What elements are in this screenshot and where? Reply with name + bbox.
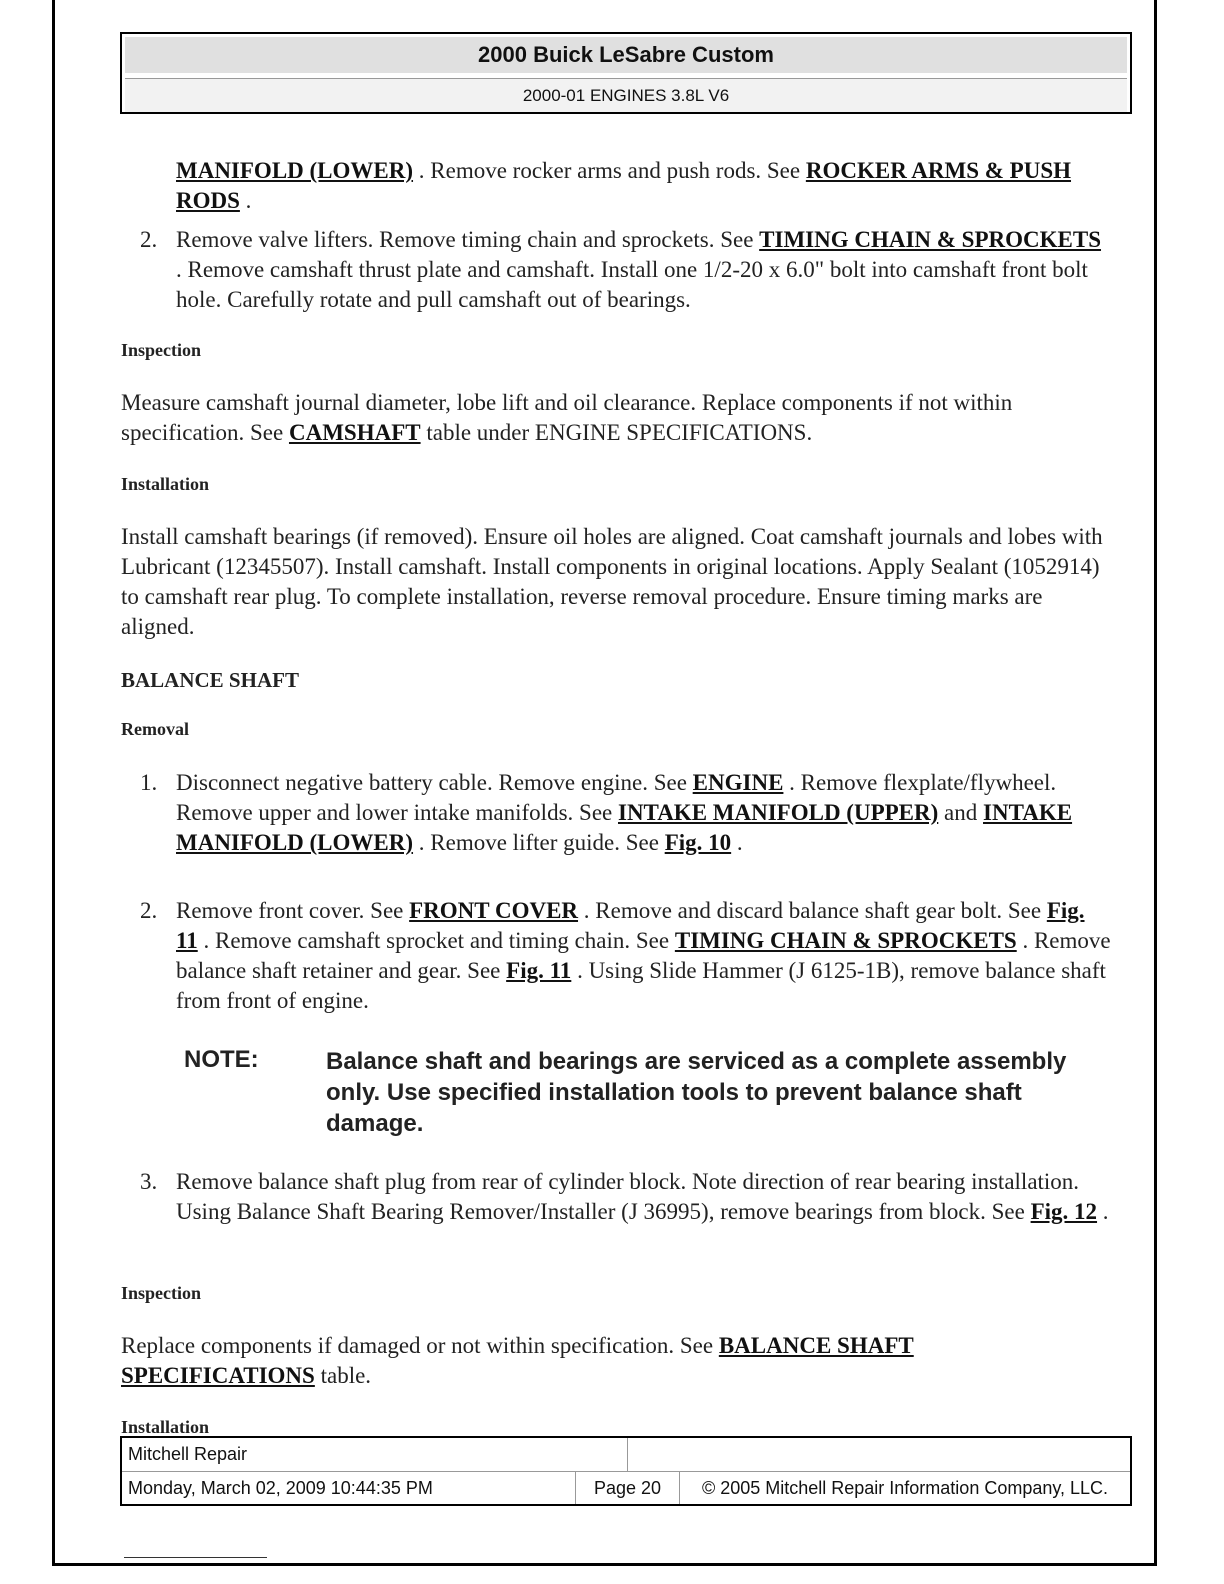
footer-date: Monday, March 02, 2009 10:44:35 PM [122,1472,576,1504]
link-camshaft[interactable]: CAMSHAFT [288,420,421,445]
document-title: 2000 Buick LeSabre Custom [125,37,1127,73]
link-front-cover[interactable]: FRONT COVER [409,898,579,923]
document-header [120,32,1132,114]
list-item: Disconnect negative battery cable. Remove engine. See ENGINE . Remove flexplate/flywheel. Remove upper and lower intake manifolds. See INTAKE MANIFOLD (UPPER) and INTAKE MANIFOLD (LOWER) . Remove lifter guide. See Fig. 10 . [176,770,1073,855]
link-fig-11[interactable]: Fig. 11 [506,958,572,983]
footer-publisher: Mitchell Repair [122,1438,628,1472]
subheading-inspection: Inspection [121,340,202,360]
subheading-installation: Installation [121,1417,210,1437]
list-item: Remove valve lifters. Remove timing chain and sprockets. See TIMING CHAIN & SPROCKETS . Remove camshaft thrust plate and camshaft. Install one 1/2-20 x 6.0" bolt into camshaft front bolt hole. Carefully rotate and pull camshaft out of bearings. [176,227,1102,312]
subheading-installation: Installation [121,474,210,494]
link-rocker-arms[interactable]: ROCKER ARMS & PUSH RODS [176,158,1072,213]
link-engine[interactable]: ENGINE [692,770,784,795]
footer-copyright: © 2005 Mitchell Repair Information Company, LLC. [701,1477,1109,1498]
list-number: 2. [140,227,158,252]
link-fig-11[interactable]: Fig. 11 [176,898,1085,953]
list-number: 2. [140,898,158,923]
list-item: Remove front cover. See FRONT COVER . Remove and discard balance shaft gear bolt. See Fig. 11 . Remove camshaft sprocket and timing chain. See TIMING CHAIN & SPROCKETS . Remove balance shaft retainer and gear. See Fig. 11 . Using Slide Hammer (J 6125-1B), remove balance shaft from front of engine. [176,898,1111,1013]
paragraph-inspection: Replace components if damaged or not within specification. See BALANCE SHAFT SPECIFICATIONS table. [121,1333,914,1388]
paragraph-inspection: Measure camshaft journal diameter, lobe lift and oil clearance. Replace components if not within specification. See CAMSHAFT table under ENGINE SPECIFICATIONS. [121,390,1013,445]
paragraph-installation: Install camshaft bearings (if removed). Ensure oil holes are aligned. Coat camshaft journals and lobes with Lubricant (12345507). Install camshaft. Install components in original locations. Apply Sealant (1052914) to camshaft rear plug. To complete installation, reverse removal procedure. Ensure timing marks are aligned. [121,524,1103,639]
bottom-rule [124,1557,267,1558]
link-intake-manifold-lower[interactable]: MANIFOLD (LOWER) [176,158,414,183]
link-timing-chain[interactable]: TIMING CHAIN & SPROCKETS [674,928,1017,953]
note-text: Balance shaft and bearings are serviced as a complete assembly only. Use specified installation tools to prevent balance shaft damage. [326,1048,1067,1137]
document-footer [120,1436,1132,1506]
list-number: 3. [140,1169,158,1194]
list-item: Remove balance shaft plug from rear of cylinder block. Note direction of rear bearing installation. Using Balance Shaft Bearing Remover/Installer (J 36995), remove bearings from block. See Fig. 12 . [176,1169,1109,1224]
list-item-continued: MANIFOLD (LOWER) . Remove rocker arms and push rods. See ROCKER ARMS & PUSH RODS . [176,158,1072,213]
link-intake-manifold-upper[interactable]: INTAKE MANIFOLD (UPPER) [618,800,939,825]
section-heading-balance-shaft: BALANCE SHAFT [121,668,299,692]
footer-empty-cell [628,1438,1130,1472]
subheading-inspection: Inspection [121,1283,202,1303]
list-number: 1. [140,770,158,795]
link-balance-shaft-specifications[interactable]: BALANCE SHAFT SPECIFICATIONS [121,1333,914,1388]
link-fig-10[interactable]: Fig. 10 [664,830,732,855]
link-fig-12[interactable]: Fig. 12 [1030,1199,1098,1224]
link-timing-chain[interactable]: TIMING CHAIN & SPROCKETS [759,227,1102,252]
footer-page-number: Page 20 [576,1472,680,1504]
link-intake-manifold-lower[interactable]: INTAKE MANIFOLD (LOWER) [176,800,1073,855]
note-label: NOTE: [184,1046,259,1073]
document-subtitle: 2000-01 ENGINES 3.8L V6 [125,78,1127,112]
subheading-removal: Removal [121,719,189,739]
